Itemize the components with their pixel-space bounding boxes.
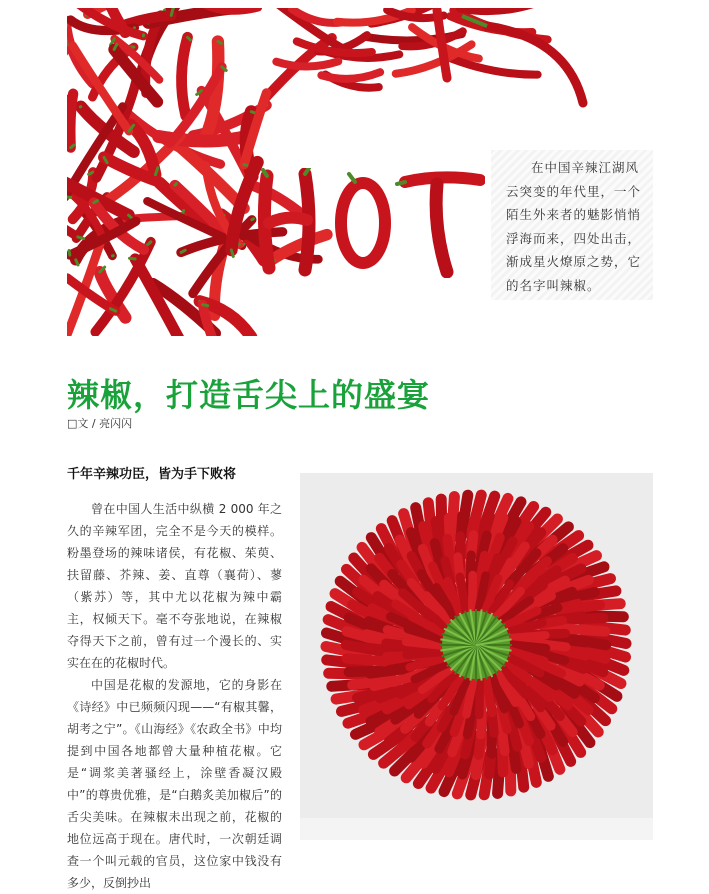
chili-letter-h [263,168,309,270]
chili-letter-t [397,177,480,272]
chili-flower-photo [300,473,653,818]
chili-flower-illustration [300,473,653,818]
photo-bottom-strip [300,818,653,840]
chili-letter-o [341,174,385,263]
paragraph: 曾在中国人生活中纵横 2 000 年之久的辛辣军团，完全不是今天的模样。粉墨登场的辣味诸侯，有花椒、茱萸、扶留藤、芥辣、姜、直尊（襄荷）、蓼（紫苏）等，其中尤以花椒为辣中霸主，权倾天下。毫不夸张地说，在辣椒夺得天下之前，曾有过一个漫长的、实实在在的花椒时代。 [67,502,282,670]
byline: □文 / 亮闪闪 [67,417,133,430]
article-title: 辣椒，打造舌尖上的盛宴 [67,376,431,414]
section-heading: 千年辛辣功臣，皆为手下败将 [67,467,237,482]
intro-text: 在中国辛辣江湖风云突变的年代里，一个陌生外来者的魅影悄悄浮海而来，四处出击，渐成星火燎原之势，它的名字叫辣椒。 [506,160,642,293]
article-body [67,498,282,894]
paragraph: 中国是花椒的发源地，它的身影在《诗经》中已频频闪现——“有椒其馨，胡考之宁”。《山海经》《农政全书》中均提到中国各地都曾大量种植花椒。它是“调浆美著骚经上，涂壁香凝汉殿中”的尊贵优雅，是“白鹅炙美加椒后”的舌尖美味。在辣椒未出现之前，花椒的地位远高于现在。唐代时，一次朝廷调查一个叫元载的官员，这位家中钱没有多少，反倒抄出 [67,678,282,890]
hot-chili-lettering [255,168,485,278]
